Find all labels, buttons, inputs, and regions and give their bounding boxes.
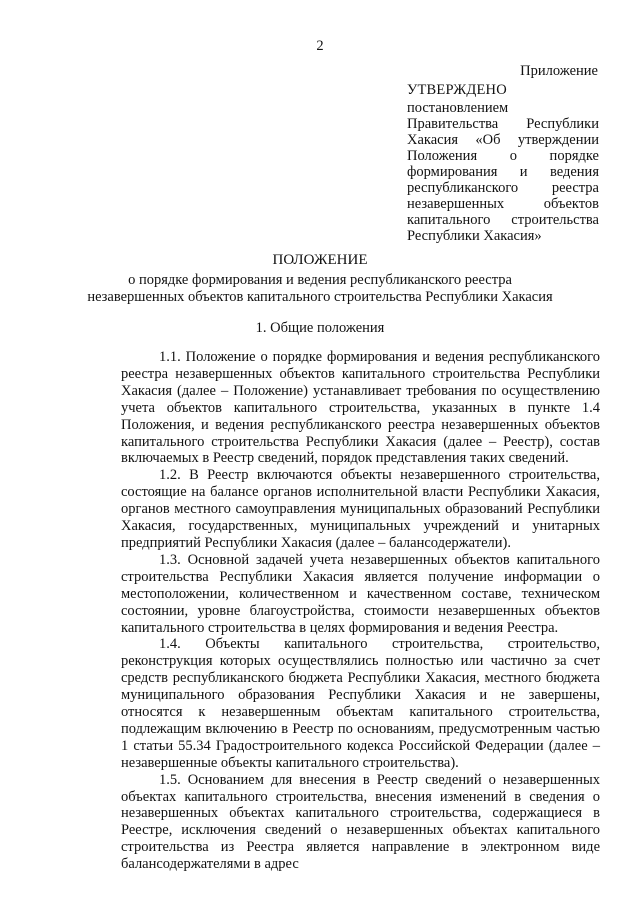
approval-text: постановлением Правительства Республики Хакасия «Об утверждении Положения о порядке формирования и ведения республиканского реестра незавершенных объектов капитального строительства Республики Хакасия» — [407, 100, 599, 244]
paragraph-1-2: 1.2. В Реестр включаются объекты незавершенного строительства, состоящие на балансе органов исполнительной власти Республики Хакасия, органов местного самоуправления муниципальных образований Республики Хакасия, государственных, муниципальных учреждений и унитарных предприятий Республики Хакасия (далее – балансодержатели). — [121, 467, 600, 551]
paragraph-1-3: 1.3. Основной задачей учета незавершенных объектов капитального строительства Республики Хакасия является получение информации о местоположении, количественном и качественном составе, техническом состоянии, уровне благоустройства, стоимости незавершенных объектов капитального строительства в целях формирования и ведения Реестра. — [121, 551, 600, 636]
document-subtitle — [60, 272, 580, 306]
document-subtitle-line-1: о порядке формирования и ведения республиканского реестра — [128, 272, 512, 288]
approval-title: УТВЕРЖДЕНО — [407, 82, 507, 98]
page-number: 2 — [316, 38, 324, 54]
section-body — [121, 349, 600, 873]
paragraph-1-1: 1.1. Положение о порядке формирования и ведения республиканского реестра незавершенных объектов капитального строительства Республики Хакасия (далее – Положение) устанавливает требования по осуществлению учета объектов капитального строительства, указанных в пункте 1.4 Положения, и ведения республиканского реестра незавершенных объектов капитального строительства Республики Хакасия (далее – Реестр), состав включаемых в Реестр сведений, порядок представления таких сведений. — [121, 349, 600, 467]
section-heading: 1. Общие положения — [255, 320, 385, 336]
paragraph-1-5: 1.5. Основанием для внесения в Реестр сведений о незавершенных объектах капитального строительства, внесения изменений в сведения о незавершенных объектах капитального строительства, содержащиеся в Реестре, исключения сведений о незавершенных объектах капитального строительства из Реестра является направление в электронном виде балансодержателями в адрес — [121, 771, 600, 873]
document-subtitle-line-2: незавершенных объектов капитального строительства Республики Хакасия — [87, 289, 553, 305]
approval-block — [407, 82, 599, 244]
document-title: ПОЛОЖЕНИЕ — [272, 252, 368, 268]
appendix-label: Приложение — [520, 63, 598, 79]
paragraph-1-4: 1.4. Объекты капитального строительства, строительство, реконструкция которых осуществлялись полностью или частично за счет средств республиканского бюджета Республики Хакасия, местного бюджета муниципального образования Республики Хакасия и не завершены, относятся к незавершенным объектам капитального строительства, подлежащим включению в Реестр по основаниям, предусмотренным частью 1 статьи 55.34 Градостроительного кодекса Российской Федерации (далее – незавершенные объекты капитального строительства). — [121, 636, 600, 771]
